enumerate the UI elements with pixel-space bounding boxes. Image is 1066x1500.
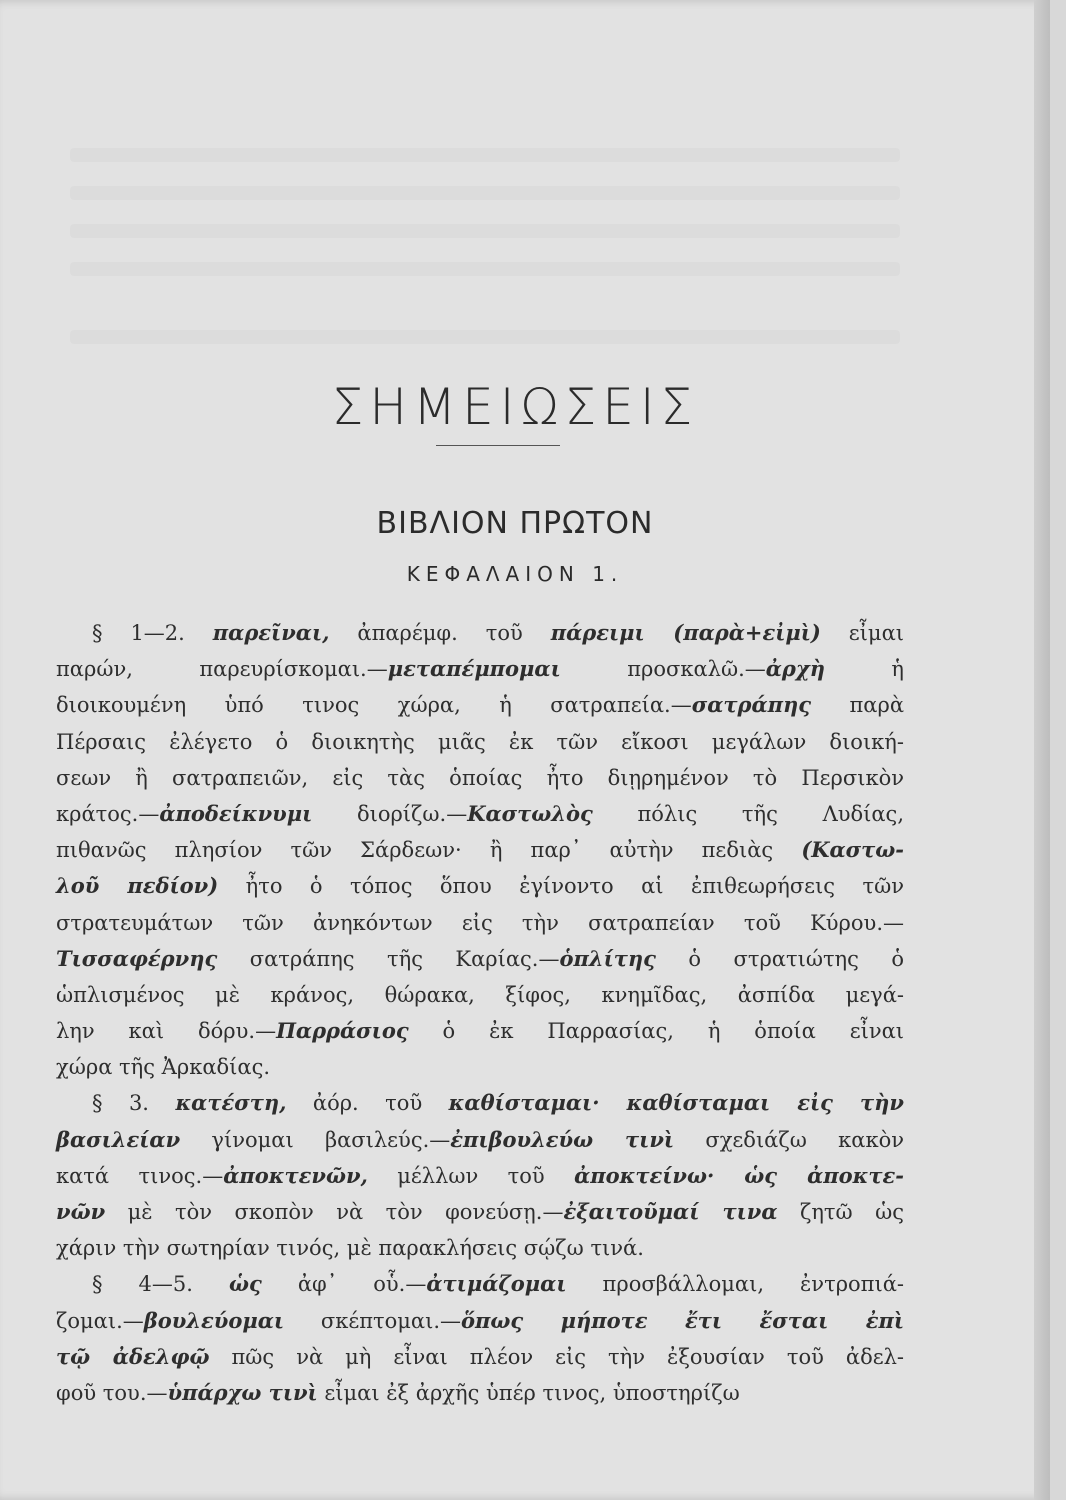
gloss-text: λην καὶ δόρυ.—	[56, 1019, 277, 1044]
headword: ὡς	[229, 1271, 262, 1297]
text-line	[56, 1158, 904, 1194]
gloss-text: μὲ τὸν σκοπὸν νὰ τὸν φονεύσῃ.—	[105, 1200, 564, 1224]
gloss-text: παρὰ	[811, 693, 905, 718]
gloss-text: ἀόρ. τοῦ	[286, 1091, 449, 1116]
gloss-text: εἶμαι	[820, 621, 904, 645]
page-title: ΣΗΜΕΙΩΣΕΙΣ	[331, 378, 699, 436]
text-line	[56, 1375, 904, 1411]
gloss-text: Πέρσαις ἐλέγετο ὁ διοικητὴς μιᾶς ἐκ τῶν εἴκοσι μεγάλων διοική-	[56, 729, 904, 754]
text-line	[56, 1013, 904, 1049]
gloss-text: ὡπλισμένος μὲ κράνος, θώρακα, ξίφος, κνημῖδας, ἀσπίδα μεγά-	[56, 982, 904, 1007]
text-line	[56, 832, 904, 868]
headword: κατέστη,	[175, 1090, 287, 1116]
text-line	[56, 1049, 904, 1085]
gloss-text: ζομαι.—	[56, 1308, 144, 1333]
gloss-text: εἶμαι ἐξ ἀρχῆς ὑπέρ τινος, ὑποστηρίζω	[317, 1380, 740, 1405]
text-line	[56, 1194, 904, 1230]
page-edge-shadow	[1034, 0, 1050, 1500]
headword: ἀρχὴ	[765, 656, 825, 682]
gloss-text: σχεδιάζω κακὸν	[674, 1127, 904, 1152]
gloss-text: διοικουμένη ὑπό τινος χώρα, ἡ σατραπεία.—	[56, 693, 692, 718]
headword: ἐξαιτοῦμαί τινα	[563, 1199, 778, 1224]
headword: παρεῖναι,	[212, 620, 330, 645]
gloss-text: πῶς νὰ μὴ εἶναι πλέον εἰς τὴν ἐξουσίαν τοῦ ἀδελ-	[209, 1344, 904, 1369]
text-line	[56, 651, 904, 687]
gloss-text: § 1—2.	[92, 621, 213, 645]
gloss-text: προσκαλῶ.—	[560, 657, 766, 682]
text-line	[56, 1230, 904, 1266]
gloss-text: ζητῶ ὡς	[777, 1200, 904, 1224]
text-line	[56, 760, 904, 796]
gloss-text: στρατευμάτων τῶν ἀνηκόντων εἰς τὴν σατραπείαν τοῦ Κύρου.—	[56, 910, 904, 935]
gloss-text: σκέπτομαι.—	[284, 1308, 462, 1333]
text-line	[56, 905, 904, 941]
gloss-text: ἦτο ὁ τόπος ὅπου ἐγίνοντο αἱ ἐπιθεωρήσεις τῶν	[218, 874, 904, 899]
gloss-text: προσβάλλομαι, ἐντροπιά-	[566, 1272, 904, 1297]
gloss-text: ὁ στρατιώτης ὁ	[655, 946, 905, 971]
headword: (Καστω-	[801, 837, 904, 863]
bleed-through-line	[70, 186, 900, 200]
text-line	[56, 615, 904, 651]
title-divider	[436, 445, 560, 446]
text-line	[56, 868, 904, 904]
chapter-heading: ΚΕΦΑΛΑΙΟΝ 1.	[406, 562, 624, 586]
gloss-text: παρών, παρευρίσκομαι.—	[56, 657, 388, 682]
gloss-text: κράτος.—	[56, 801, 160, 826]
headword: ὁπλίτης	[559, 945, 656, 971]
headword: ὑπάρχω τινὶ	[167, 1379, 318, 1405]
headword: μεταπέμπομαι	[387, 656, 561, 682]
text-line	[56, 1266, 904, 1302]
gloss-text: § 3.	[92, 1091, 176, 1116]
headword: ἀποκτείνω· ὡς ἀποκτε-	[574, 1162, 904, 1188]
headword: ἐπιβουλεύω τινὶ	[450, 1126, 675, 1152]
gloss-text: χώρα τῆς Ἀρκαδίας.	[56, 1055, 270, 1080]
headword: Παρράσιος	[276, 1018, 409, 1044]
gloss-text: σεων ἢ σατραπειῶν, εἰς τὰς ὁποίας ἦτο διῃρημένον τὸ Περσικὸν	[56, 765, 904, 790]
gloss-text: φοῦ του.—	[56, 1380, 168, 1405]
gloss-text: ὁ ἐκ Παρρασίας, ἡ ὁποία εἶναι	[408, 1019, 904, 1044]
gloss-text: ἀπαρέμφ. τοῦ	[329, 621, 551, 645]
notes-body	[56, 615, 904, 1411]
gloss-text: πιθανῶς πλησίον τῶν Σάρδεων· ἢ παρ᾽ αὐτὴν πεδιὰς	[56, 838, 802, 863]
text-line	[56, 1303, 904, 1339]
headword: ἀποκτενῶν,	[223, 1162, 368, 1188]
text-line	[56, 941, 904, 977]
headword: νῶν	[56, 1199, 106, 1224]
headword: Τισσαφέρνης	[56, 945, 218, 971]
gloss-text: μέλλων τοῦ	[367, 1163, 575, 1188]
gloss-text: ἀφ᾽ οὗ.—	[261, 1272, 427, 1297]
gloss-text: χάριν τὴν σωτηρίαν τινός, μὲ παρακλήσεις σῴζω τινά.	[56, 1236, 644, 1261]
headword: βουλεύομαι	[143, 1307, 285, 1333]
headword: ἀποδείκνυμι	[159, 800, 313, 826]
book-heading: ΒΙΒΛΙΟΝ ΠΡΩΤΟΝ	[376, 506, 654, 541]
headword: βασιλείαν	[56, 1126, 181, 1152]
text-line	[56, 977, 904, 1013]
gloss-text: πόλις τῆς Λυδίας,	[592, 801, 904, 826]
headword: σατράπης	[691, 692, 812, 718]
text-line	[56, 724, 904, 760]
headword: ἀτιμάζομαι	[426, 1271, 567, 1297]
gloss-text: σατράπης τῆς Καρίας.—	[217, 946, 560, 971]
text-line	[56, 1085, 904, 1121]
headword: λοῦ πεδίον)	[56, 873, 219, 899]
headword: Καστωλὸς	[467, 800, 593, 826]
headword: ὅπως μήποτε ἔτι ἔσται ἐπὶ	[461, 1307, 904, 1333]
gloss-text: § 4—5.	[92, 1272, 229, 1297]
gloss-text: γίνομαι βασιλεύς.—	[180, 1127, 451, 1152]
text-line	[56, 687, 904, 723]
headword: καθίσταμαι· καθίσταμαι εἰς τὴν	[448, 1090, 904, 1116]
gloss-text: ἡ	[824, 657, 905, 682]
bleed-through-line	[70, 224, 900, 238]
bleed-through-line	[70, 262, 900, 276]
text-line	[56, 1339, 904, 1375]
bleed-through-line	[70, 330, 900, 344]
headword: τῷ ἀδελφῷ	[56, 1343, 210, 1369]
bleed-through-line	[70, 148, 900, 162]
text-line	[56, 1122, 904, 1158]
headword: πάρειμι (παρὰ+εἰμὶ)	[550, 620, 821, 645]
gloss-text: κατά τινος.—	[56, 1163, 224, 1188]
text-line	[56, 796, 904, 832]
gloss-text: διορίζω.—	[312, 801, 468, 826]
